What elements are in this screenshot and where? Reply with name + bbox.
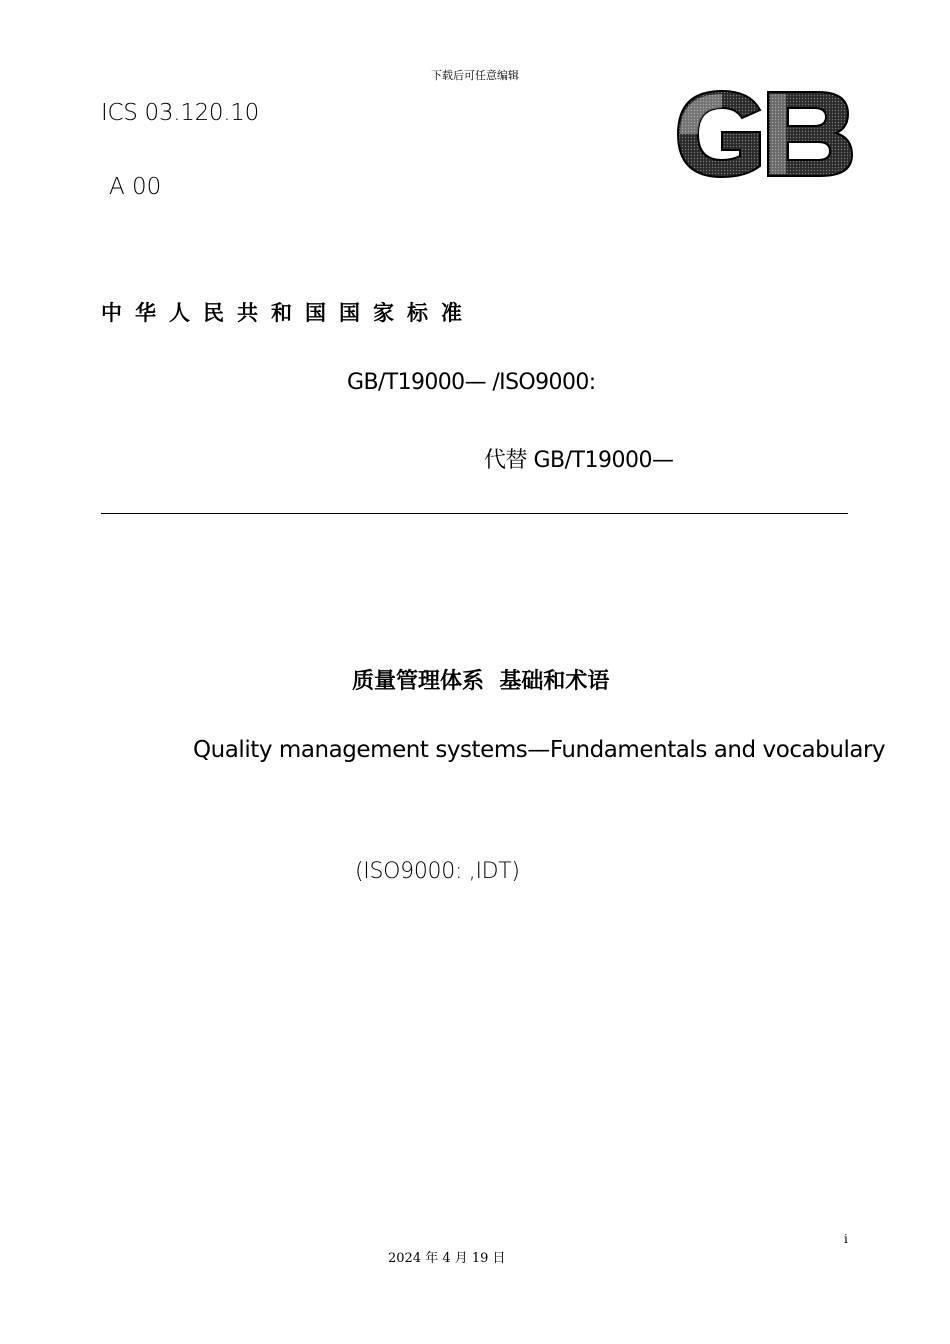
document-title-english: Quality management systems—Fundamentals and vocabulary xyxy=(193,737,886,763)
document-title-chinese: 质量管理体系 基础和术语 xyxy=(352,669,610,694)
footer-date: 2024 年 4 月 19 日 xyxy=(388,1251,506,1266)
gb-logo xyxy=(672,88,854,180)
replaces-note: 代替 GB/T19000— xyxy=(484,448,674,473)
gb-standard-logo-icon xyxy=(672,88,854,180)
equivalence-note: (ISO9000: ,IDT) xyxy=(355,859,520,884)
divider xyxy=(101,513,848,514)
page-number: i xyxy=(844,1232,848,1246)
organization-title: 中华人民共和国国家标准 xyxy=(101,301,475,325)
standard-number: GB/T19000— /ISO9000: xyxy=(347,370,596,395)
ics-code: ICS 03.120.10 xyxy=(101,100,259,126)
header-note: 下载后可任意编辑 xyxy=(431,69,519,82)
ccs-code: A 00 xyxy=(109,174,162,200)
